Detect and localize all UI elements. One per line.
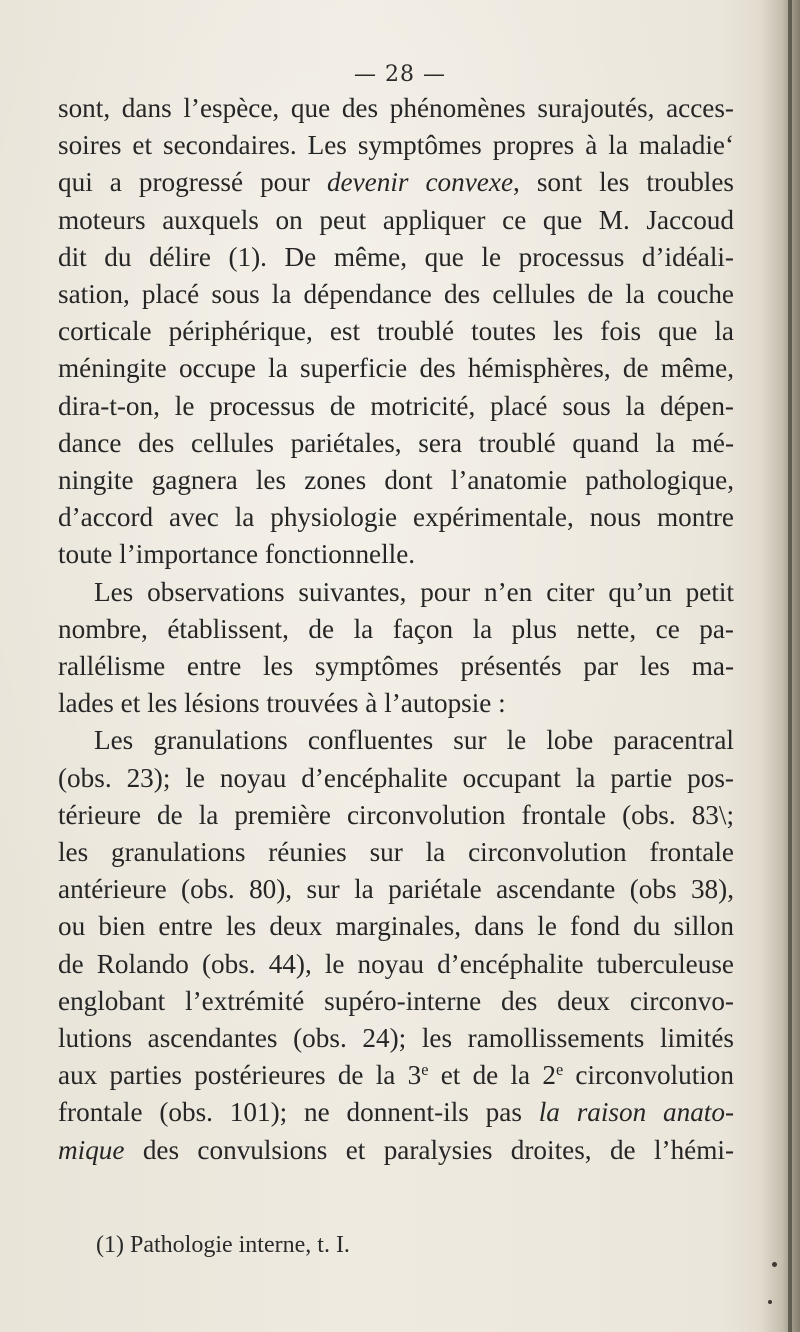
- text-line: les granulations réunies sur la circonvolution frontale: [58, 837, 734, 868]
- text-run: circonvolution: [563, 1060, 734, 1091]
- text-line: dance des cellules pariétales, sera troublé quand la mé-: [58, 427, 734, 458]
- text-line: englobant l’extrémité supéro-interne des deux circonvo-: [58, 985, 734, 1016]
- page-number: — 28 —: [354, 62, 446, 87]
- text-line: ningite gagnera les zones dont l’anatomie pathologique,: [58, 465, 734, 496]
- italic-phrase: la raison anato-: [538, 1097, 735, 1128]
- ink-speck: [772, 1262, 777, 1267]
- text-line: Les granulations confluentes sur le lobe paracentral: [94, 725, 734, 756]
- ink-speck: [768, 1300, 772, 1304]
- text-line: [58, 1132, 734, 1169]
- italic-phrase: devenir convexe: [326, 167, 514, 198]
- text-run: frontale (obs. 101); ne donnent-ils pas: [58, 1097, 539, 1128]
- text-line: lades et les lésions trouvées à l’autopsie :: [58, 688, 506, 719]
- text-line: nombre, établissent, de la façon la plus nette, ce pa-: [58, 613, 734, 644]
- text-line: Les observations suivantes, pour n’en citer qu’un petit: [94, 576, 734, 607]
- text-line: ou bien entre les deux marginales, dans le fond du sillon: [58, 911, 734, 942]
- text-line: [58, 164, 734, 201]
- text-line: moteurs auxquels on peut appliquer ce que M. Jaccoud: [58, 204, 734, 235]
- text-run: des convulsions et paralysies droites, de l’hémi-: [124, 1134, 734, 1165]
- text-run: aux parties postérieures de la 3: [58, 1060, 422, 1091]
- text-line: toute l’importance fonctionnelle.: [58, 539, 416, 570]
- footnote: (1) Pathologie interne, t. I.: [96, 1232, 350, 1258]
- superscript: e: [555, 1060, 564, 1080]
- text-line: térieure de la première circonvolution frontale (obs. 83\;: [58, 799, 734, 830]
- text-line: de Rolando (obs. 44), le noyau d’encéphalite tuberculeuse: [58, 948, 734, 979]
- text-line: dit du délire (1). De même, que le processus d’idéali-: [58, 241, 734, 272]
- text-run: qui a progressé pour: [58, 167, 327, 198]
- page-edge: [788, 0, 792, 1332]
- text-line: corticale périphérique, est troublé toutes les fois que la: [58, 316, 734, 347]
- text-line: [58, 1057, 734, 1094]
- text-line: méningite occupe la superficie des hémisphères, de même,: [58, 353, 734, 384]
- text-line: lutions ascendantes (obs. 24); les ramollissements limités: [58, 1023, 734, 1054]
- text-line: sation, placé sous la dépendance des cellules de la couche: [58, 279, 734, 310]
- body-text: [58, 90, 734, 1169]
- italic-phrase: mique: [58, 1134, 125, 1165]
- text-run: , sont les troubles: [513, 167, 735, 198]
- text-line: [58, 1094, 734, 1131]
- text-line: rallélisme entre les symptômes présentés par les ma-: [58, 651, 734, 682]
- page-edge-shadow: [760, 0, 800, 1332]
- text-line: sont, dans l’espèce, que des phénomènes surajoutés, acces-: [58, 93, 734, 123]
- text-line: (obs. 23); le noyau d’encéphalite occupant la partie pos-: [58, 762, 734, 793]
- text-line: d’accord avec la physiologie expérimentale, nous montre: [58, 502, 734, 533]
- text-run: et de la 2: [428, 1060, 556, 1091]
- text-line: dira-t-on, le processus de motricité, placé sous la dépen-: [58, 390, 734, 421]
- text-line: antérieure (obs. 80), sur la pariétale ascendante (obs 38),: [58, 874, 734, 905]
- superscript: e: [421, 1060, 429, 1080]
- text-line: soires et secondaires. Les symptômes propres à la maladie‘: [58, 130, 734, 161]
